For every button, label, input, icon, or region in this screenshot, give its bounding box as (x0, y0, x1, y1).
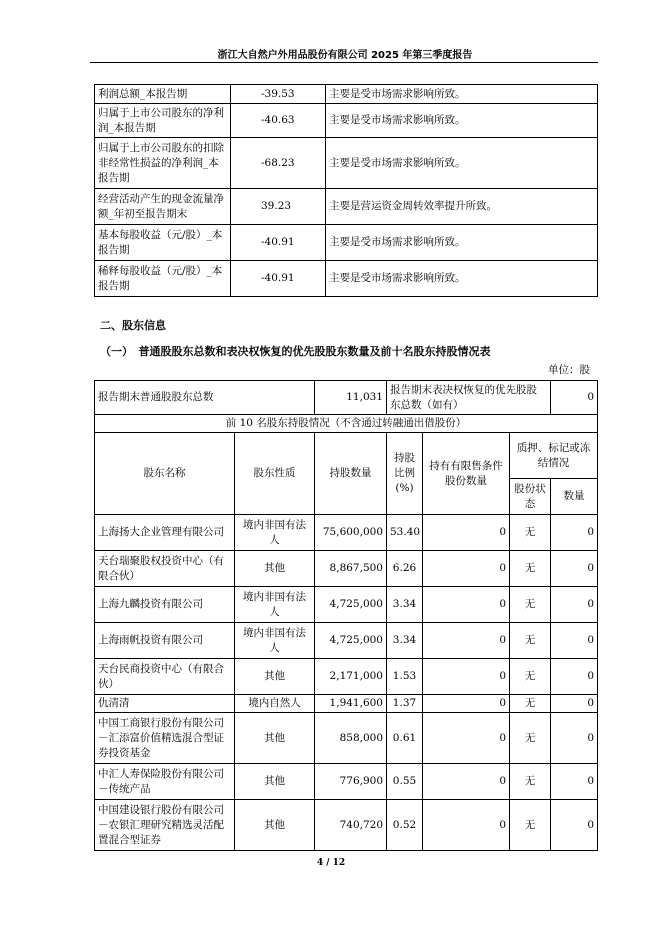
shareholder-restricted: 0 (423, 800, 510, 851)
shareholder-name: 上海九麟投资有限公司 (95, 587, 235, 623)
shareholder-pledge-qty: 0 (551, 713, 598, 764)
shareholder-nature: 其他 (235, 659, 315, 695)
summary-value-2: 0 (551, 381, 598, 415)
shareholder-ratio: 0.61 (387, 713, 423, 764)
change-item: 稀释每股收益（元/股）_本报告期 (95, 261, 231, 297)
shareholder-row (95, 695, 598, 713)
shareholder-name: 天台瑞聚股权投资中心（有限合伙） (95, 551, 235, 587)
shareholder-restricted: 0 (423, 713, 510, 764)
shareholder-pledge-status: 无 (510, 713, 551, 764)
change-row (95, 189, 598, 225)
col-header-status: 股份状态 (510, 479, 551, 515)
shareholder-table (94, 380, 598, 851)
shareholder-pledge-qty: 0 (551, 695, 598, 713)
shareholder-shares: 2,171,000 (315, 659, 387, 695)
shareholder-ratio: 6.26 (387, 551, 423, 587)
change-reason: 主要是受市场需求影响所致。 (326, 104, 598, 138)
section-title: 二、股东信息 (100, 319, 166, 332)
change-row (95, 225, 598, 261)
shareholder-shares: 4,725,000 (315, 587, 387, 623)
unit-label: 单位：股 (548, 364, 590, 376)
shareholder-pledge-status: 无 (510, 623, 551, 659)
shareholder-nature: 境内非国有法人 (235, 587, 315, 623)
shareholder-restricted: 0 (423, 764, 510, 800)
col-header-pledge: 质押、标记或冻结情况 (510, 433, 598, 479)
shareholder-name: 中国建设银行股份有限公司－农银汇理研究精选灵活配置混合型证券 (95, 800, 235, 851)
change-row (95, 104, 598, 138)
shareholder-ratio: 0.55 (387, 764, 423, 800)
page-number: 4 / 12 (316, 858, 346, 868)
shareholder-pledge-qty: 0 (551, 515, 598, 551)
col-header-shares: 持股数量 (315, 433, 387, 515)
change-item: 利润总额_本报告期 (95, 85, 231, 104)
change-value: 39.23 (231, 189, 326, 225)
shareholder-nature: 其他 (235, 551, 315, 587)
change-reason: 主要是受市场需求影响所致。 (326, 85, 598, 104)
shareholder-shares: 8,867,500 (315, 551, 387, 587)
shareholder-pledge-qty: 0 (551, 659, 598, 695)
shareholder-row (95, 659, 598, 695)
shareholder-nature: 其他 (235, 713, 315, 764)
change-reason: 主要是受市场需求影响所致。 (326, 138, 598, 189)
col-header-name: 股东名称 (95, 433, 235, 515)
change-value: -40.63 (231, 104, 326, 138)
shareholder-restricted: 0 (423, 659, 510, 695)
shareholder-restricted: 0 (423, 551, 510, 587)
change-value: -40.91 (231, 261, 326, 297)
shareholder-restricted: 0 (423, 515, 510, 551)
shareholder-pledge-qty: 0 (551, 623, 598, 659)
shareholder-ratio: 0.52 (387, 800, 423, 851)
summary-row (95, 381, 598, 415)
shareholder-row (95, 713, 598, 764)
shareholder-shares: 75,600,000 (315, 515, 387, 551)
change-row (95, 85, 598, 104)
shareholder-pledge-qty: 0 (551, 551, 598, 587)
change-reason-table (94, 84, 598, 297)
change-row (95, 138, 598, 189)
change-reason: 主要是受市场需求影响所致。 (326, 261, 598, 297)
col-header-nature: 股东性质 (235, 433, 315, 515)
shareholder-row (95, 551, 598, 587)
change-value: -40.91 (231, 225, 326, 261)
report-header: 浙江大自然户外用品股份有限公司 2025 年第三季度报告 (217, 50, 473, 61)
shareholder-shares: 4,725,000 (315, 623, 387, 659)
shareholder-restricted: 0 (423, 695, 510, 713)
shareholder-nature: 境内自然人 (235, 695, 315, 713)
shareholder-pledge-status: 无 (510, 659, 551, 695)
header-divider (90, 62, 598, 63)
shareholder-row (95, 623, 598, 659)
summary-label-1: 报告期末普通股股东总数 (95, 381, 315, 415)
shareholder-pledge-qty: 0 (551, 800, 598, 851)
shareholder-nature: 其他 (235, 800, 315, 851)
shareholder-pledge-status: 无 (510, 764, 551, 800)
shareholder-ratio: 53.40 (387, 515, 423, 551)
change-row (95, 261, 598, 297)
change-item: 基本每股收益（元/股）_本报告期 (95, 225, 231, 261)
shareholder-row (95, 515, 598, 551)
shareholder-restricted: 0 (423, 623, 510, 659)
shareholder-shares: 858,000 (315, 713, 387, 764)
header-row-1 (95, 433, 598, 479)
shareholder-ratio: 1.53 (387, 659, 423, 695)
shareholder-pledge-status: 无 (510, 551, 551, 587)
shareholder-shares: 740,720 (315, 800, 387, 851)
change-reason: 主要是受市场需求影响所致。 (326, 225, 598, 261)
shareholder-restricted: 0 (423, 587, 510, 623)
summary-value-1: 11,031 (315, 381, 387, 415)
shareholder-pledge-status: 无 (510, 695, 551, 713)
shareholder-row (95, 764, 598, 800)
change-value: -68.23 (231, 138, 326, 189)
change-item: 归属于上市公司股东的扣除非经常性损益的净利润_本报告期 (95, 138, 231, 189)
shareholder-shares: 776,900 (315, 764, 387, 800)
change-value: -39.53 (231, 85, 326, 104)
shareholder-name: 上海雨帆投资有限公司 (95, 623, 235, 659)
shareholder-pledge-status: 无 (510, 800, 551, 851)
shareholder-nature: 境内非国有法人 (235, 623, 315, 659)
shareholder-name: 上海扬大企业管理有限公司 (95, 515, 235, 551)
shareholder-pledge-qty: 0 (551, 587, 598, 623)
shareholder-shares: 1,941,600 (315, 695, 387, 713)
shareholder-nature: 境内非国有法人 (235, 515, 315, 551)
change-reason: 主要是营运资金周转效率提升所致。 (326, 189, 598, 225)
shareholder-pledge-qty: 0 (551, 764, 598, 800)
shareholder-pledge-status: 无 (510, 587, 551, 623)
summary-label-2: 报告期末表决权恢复的优先股股东总数（如有） (387, 381, 551, 415)
shareholder-pledge-status: 无 (510, 515, 551, 551)
shareholder-name: 中国工商银行股份有限公司－汇添富价值精选混合型证券投资基金 (95, 713, 235, 764)
shareholder-row (95, 587, 598, 623)
shareholder-name: 天台民商投资中心（有限合伙） (95, 659, 235, 695)
top10-section-row (95, 415, 598, 433)
shareholder-ratio: 1.37 (387, 695, 423, 713)
shareholder-nature: 其他 (235, 764, 315, 800)
shareholder-row (95, 800, 598, 851)
col-header-qty: 数量 (551, 479, 598, 515)
col-header-restricted: 持有有限售条件股份数量 (423, 433, 510, 515)
shareholder-ratio: 3.34 (387, 623, 423, 659)
shareholder-name: 仇清清 (95, 695, 235, 713)
change-item: 归属于上市公司股东的净利润_本报告期 (95, 104, 231, 138)
top10-section-label: 前 10 名股东持股情况（不含通过转融通出借股份） (95, 415, 598, 433)
col-header-ratio: 持股比例(%) (387, 433, 423, 515)
shareholder-ratio: 3.34 (387, 587, 423, 623)
shareholder-name: 中汇人寿保险股份有限公司－传统产品 (95, 764, 235, 800)
subsection-title: （一） 普通股股东总数和表决权恢复的优先股股东数量及前十名股东持股情况表 (100, 345, 491, 358)
change-item: 经营活动产生的现金流量净额_年初至报告期末 (95, 189, 231, 225)
